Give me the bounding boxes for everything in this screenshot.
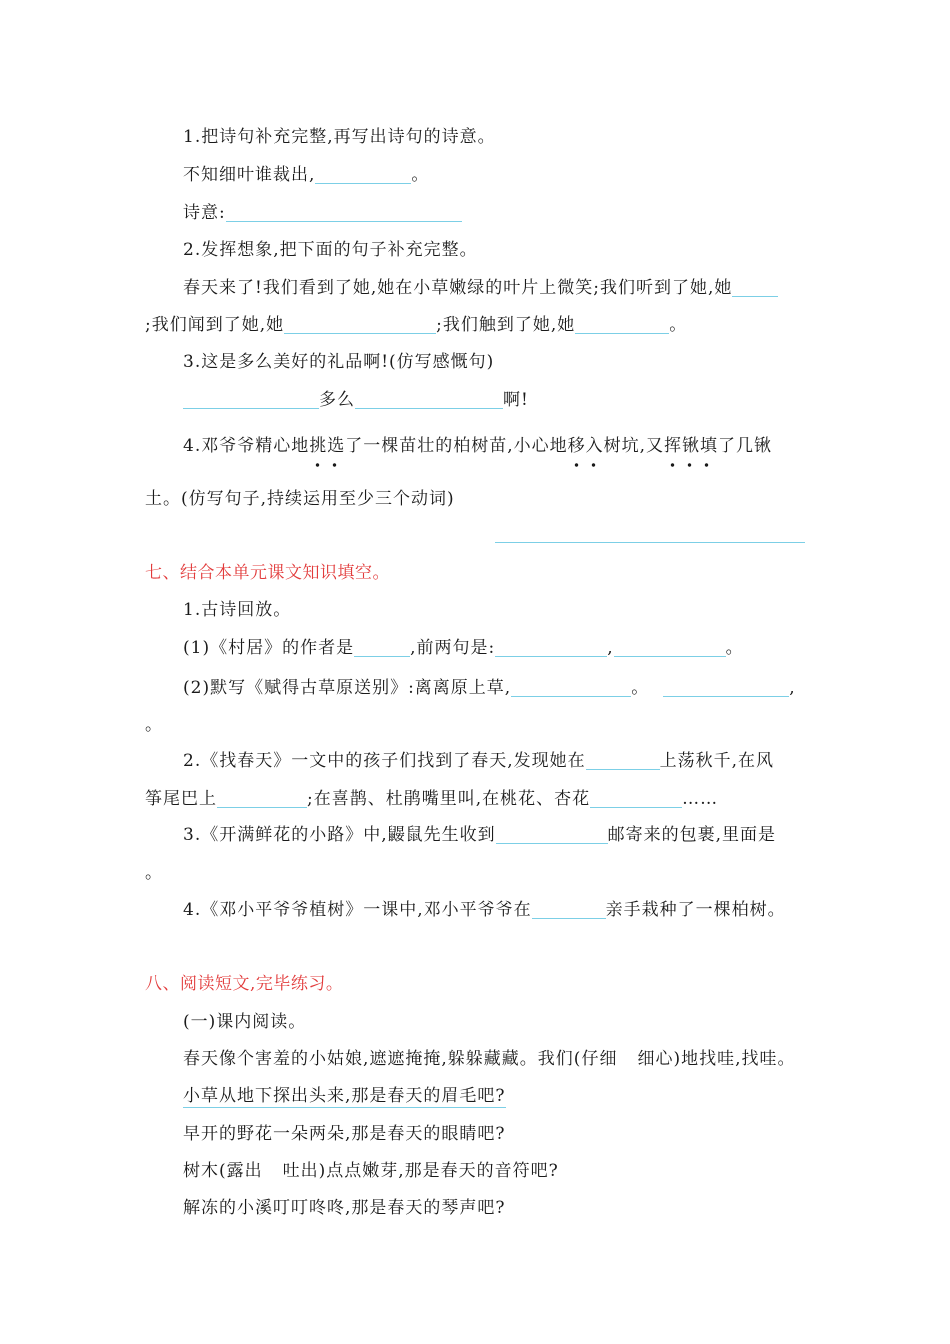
emphasis-verb-2: 移入 bbox=[567, 436, 604, 456]
q7-3-line2: 。 bbox=[145, 863, 163, 883]
q6-3-answer-line: 多么 啊! bbox=[183, 388, 529, 412]
q7-1-sub2: (2)默写《赋得古草原送别》:离离原上草, 。 , bbox=[183, 678, 796, 698]
passage-line-1: 春天像个害羞的小姑娘,遮遮掩掩,躲躲藏藏。我们(仔细 细心)地找哇,找哇。 bbox=[183, 1049, 796, 1069]
q6-2-line2: ;我们闻到了她,她 ;我们触到了她,她 。 bbox=[145, 315, 688, 335]
passage-line-4: 树木(露出 吐出)点点嫩芽,那是春天的音符吧? bbox=[183, 1161, 559, 1181]
place-blank[interactable] bbox=[532, 900, 606, 919]
emphasis-verb-3: 挥锹填 bbox=[664, 436, 719, 456]
author-blank[interactable] bbox=[354, 638, 410, 657]
exclaim-blank-2[interactable] bbox=[355, 390, 503, 409]
q7-1-sub2-end: 。 bbox=[145, 715, 163, 735]
q6-4-answer-blank[interactable] bbox=[495, 542, 805, 543]
q7-2-line1: 2.《找春天》一文中的孩子们找到了春天,发现她在 上荡秋千,在风 bbox=[183, 751, 775, 771]
touched-blank[interactable] bbox=[575, 315, 669, 334]
meaning-blank[interactable] bbox=[226, 203, 462, 222]
q7-4-line: 4.《邓小平爷爷植树》一课中,邓小平爷爷在 亲手栽种了一棵柏树。 bbox=[183, 900, 786, 920]
section-7-heading: 七、结合本单元课文知识填空。 bbox=[145, 563, 390, 583]
q7-1-title: 1.古诗回放。 bbox=[183, 600, 292, 620]
fude-line1-blank[interactable] bbox=[511, 678, 631, 697]
q6-1-title: 1.把诗句补充完整,再写出诗句的诗意。 bbox=[183, 127, 496, 147]
section-8-heading: 八、阅读短文,完毕练习。 bbox=[145, 974, 344, 994]
reading-sub-heading: (一)课内阅读。 bbox=[183, 1012, 307, 1032]
cunju-line1-blank[interactable] bbox=[495, 638, 607, 657]
fude-line2-blank[interactable] bbox=[663, 678, 789, 697]
passage-line-2: 小草从地下探出头来,那是春天的眉毛吧? bbox=[183, 1086, 506, 1106]
q6-3-title: 3.这是多么美好的礼品啊!(仿写感慨句) bbox=[183, 352, 495, 372]
sender-blank[interactable] bbox=[496, 825, 608, 844]
q6-2-line1: 春天来了!我们看到了她,她在小草嫩绿的叶片上微笑;我们听到了她,她 bbox=[183, 276, 778, 300]
q7-1-sub1: (1)《村居》的作者是 ,前两句是: , 。 bbox=[183, 638, 744, 658]
q6-2-title: 2.发挥想象,把下面的句子补充完整。 bbox=[183, 240, 478, 260]
q6-1-meaning-line: 诗意: bbox=[183, 201, 462, 225]
swing-blank[interactable] bbox=[586, 751, 660, 770]
kite-blank[interactable] bbox=[217, 789, 307, 808]
q7-2-line2: 筝尾巴上 ;在喜鹊、杜鹃嘴里叫,在桃花、杏花 …… bbox=[145, 789, 719, 809]
heard-blank[interactable] bbox=[732, 278, 778, 297]
emphasis-verb-1: 挑选 bbox=[309, 436, 346, 456]
cunju-line2-blank[interactable] bbox=[614, 638, 726, 657]
smelled-blank[interactable] bbox=[284, 315, 436, 334]
q6-1-poem-line: 不知细叶谁裁出, 。 bbox=[183, 165, 430, 185]
q7-3-line1: 3.《开满鲜花的小路》中,鼹鼠先生收到 邮寄来的包裹,里面是 bbox=[183, 825, 777, 845]
flower-blank[interactable] bbox=[590, 789, 682, 808]
passage-line-5: 解冻的小溪叮叮咚咚,那是春天的琴声吧? bbox=[183, 1198, 506, 1218]
poem-blank[interactable] bbox=[315, 165, 411, 184]
exclaim-blank-1[interactable] bbox=[183, 390, 319, 409]
q6-4-line1: 4.邓爷爷精心地挑选了一棵苗壮的柏树苗,小心地移入树坑,又挥锹填了几锹 bbox=[183, 436, 773, 456]
q6-4-line2: 土。(仿写句子,持续运用至少三个动词) bbox=[145, 489, 455, 509]
passage-line-3: 早开的野花一朵两朵,那是春天的眼睛吧? bbox=[183, 1124, 506, 1144]
